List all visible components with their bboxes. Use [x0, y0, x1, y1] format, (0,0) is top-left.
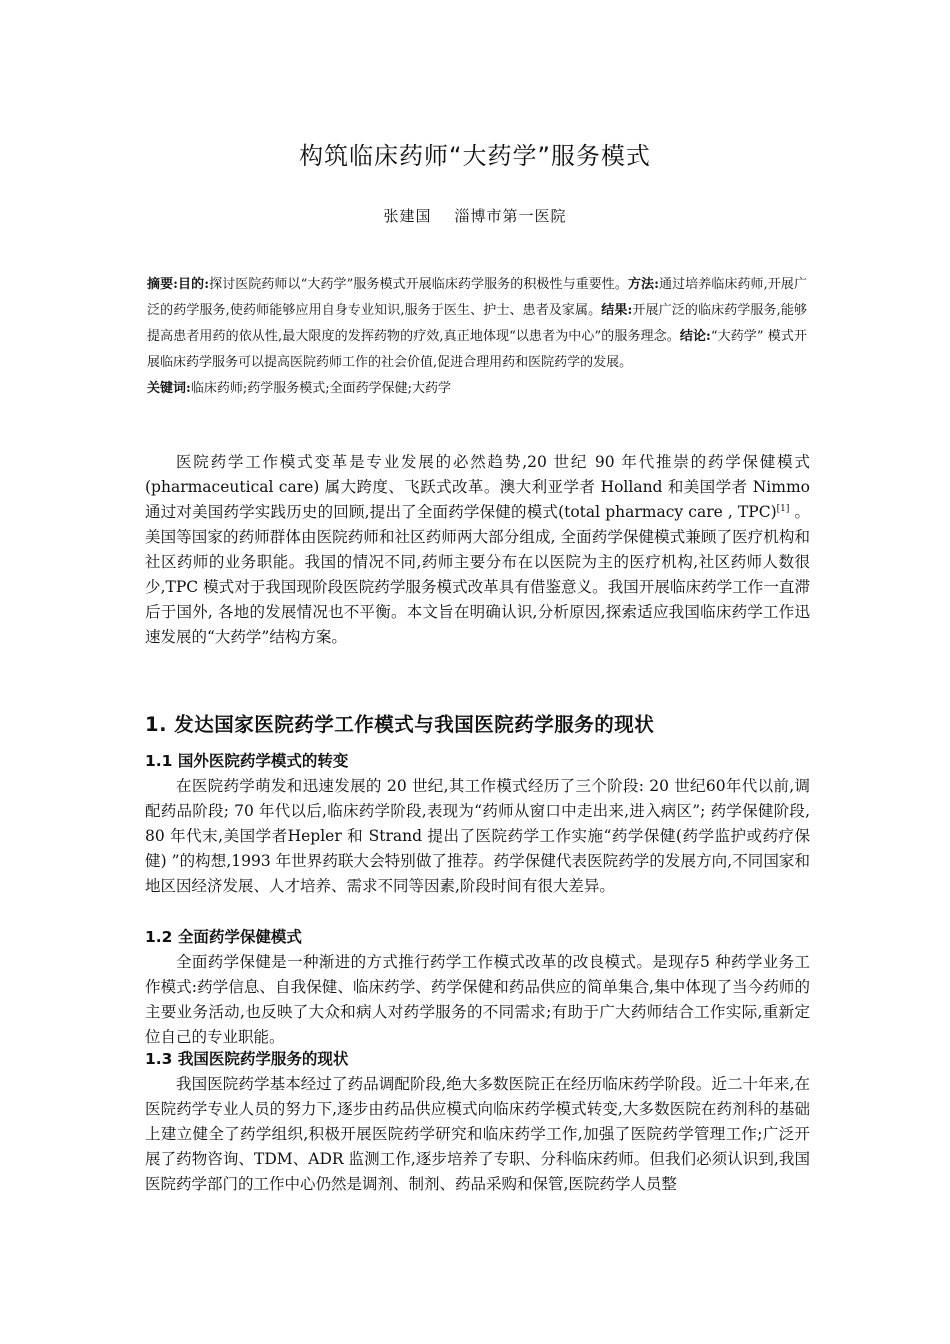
abstract [147, 272, 807, 402]
intro-text-2: 。美国等国家的药师群体由医院药师和社区药师两大部分组成, 全面药学保健模式兼顾了医疗机构和社区药师的业务职能。我国的情况不同,药师主要分布在以医院为主的医疗机构,社区药师人数很少,TPC 模式对于我国现阶段医院药学服务模式改革具有借鉴意义。我国开展临床药学工作一直滞后于国外, 各地的发展情况也不平衡。本文旨在明确认识,分析原因,探索适应我国临床药学工作迅速发展的“大药学”结构方案。 [145, 503, 810, 646]
purpose-label: 目的: [177, 277, 210, 292]
introduction [145, 450, 810, 650]
section-1-1-heading: 1.1 国外医院药学模式的转变 [145, 752, 349, 770]
section-1-1 [145, 749, 810, 899]
paper-title: 构筑临床药师“大药学”服务模式 [299, 142, 651, 170]
section-1-2-text: 全面药学保健是一种渐进的方式推行药学工作模式改革的改良模式。是现存5 种药学业务工作模式:药学信息、自我保健、临床药学、药学保健和药品供应的简单集合,集中体现了当今药师的主要业务活动,也反映了大众和病人对药学服务的不同需求;有助于广大药师结合工作实际,重新定位自己的专业职能。 [145, 953, 810, 1046]
keywords [147, 376, 807, 402]
abstract-label: 摘要: [147, 277, 178, 292]
section-1-2 [145, 925, 810, 1050]
conclusion-label: 结论: [679, 329, 711, 344]
author-name: 张建国 [383, 207, 432, 225]
byline [0, 205, 950, 226]
purpose-text: 探讨医院药师以“大药学”服务模式开展临床药学服务的积极性与重要性。 [209, 277, 628, 292]
section-1-3-text: 我国医院药学基本经过了药品调配阶段,绝大多数医院正在经历临床药学阶段。近二十年来,在医院药学专业人员的努力下,逐步由药品供应模式向临床药学模式转变,大多数医院在药剂科的基础上建立健全了药学组织,积极开展医院药学研究和临床药学工作,加强了医院药学管理工作;广泛开展了药物咨询、TDM、ADR 监测工作,逐步培养了专职、分科临床药师。但我们必须认识到,我国医院药学部门的工作中心仍然是调剂、制剂、药品采购和保管,医院药学人员整 [145, 1075, 810, 1193]
section-1-3-heading: 1.3 我国医院药学服务的现状 [145, 1050, 349, 1068]
section-1-3 [145, 1047, 810, 1197]
intro-text-1: 医院药学工作模式变革是专业发展的必然趋势,20 世纪 90 年代推崇的药学保健模式(pharmaceutical care) 属大跨度、飞跃式改革。澳大利亚学者 Holland 和美国学者 Nimmo 通过对美国药学实践历史的回顾,提出了全面药学保健的模式(total pharmacy care , TPC) [145, 453, 810, 521]
method-label: 方法: [627, 277, 659, 292]
section-1-heading: 1. 发达国家医院药学工作模式与我国医院药学服务的现状 [145, 713, 655, 736]
citation-ref[interactable]: [1] [776, 504, 790, 514]
section-1-1-text: 在医院药学萌发和迅速发展的 20 世纪,其工作模式经历了三个阶段: 20 世纪60年代以前,调配药品阶段; 70 年代以后,临床药学阶段,表现为“药师从窗口中走出来,进入病区”; 药学保健阶段, 80 年代末,美国学者Hepler 和 Strand 提出了医院药学工作实施“药学保健(药学监护或药疗保健) ”的构想,1993 年世界药联大会特别做了推荐。药学保健代表医院药学的发展方向,不同国家和地区因经济发展、人才培养、需求不同等因素,阶段时间有很大差异。 [145, 777, 810, 895]
author-affiliation: 淄博市第一医院 [454, 207, 567, 225]
section-1-2-heading: 1.2 全面药学保健模式 [145, 928, 302, 946]
method-text: 通过培养临床药师,开展广泛的药学服务,使药师能够应用自身专业知识,服务于医生、护士、患者及家属。 [147, 277, 808, 318]
result-label: 结果: [601, 303, 633, 318]
result-text: 开展广泛的临床药学服务,能够提高患者用药的依从性,最大限度的发挥药物的疗效,真正地体现“以患者为中心”的服务理念。 [147, 303, 808, 344]
abstract-body [147, 272, 807, 376]
keywords-label: 关键词: [147, 381, 191, 396]
conclusion-text: “大药学” 模式开展临床药学服务可以提高医院药师工作的社会价值,促进合理用药和医院药学的发展。 [147, 329, 807, 370]
intro-paragraph [145, 450, 810, 650]
keywords-text: 临床药师;药学服务模式;全面药学保健;大药学 [190, 381, 451, 396]
